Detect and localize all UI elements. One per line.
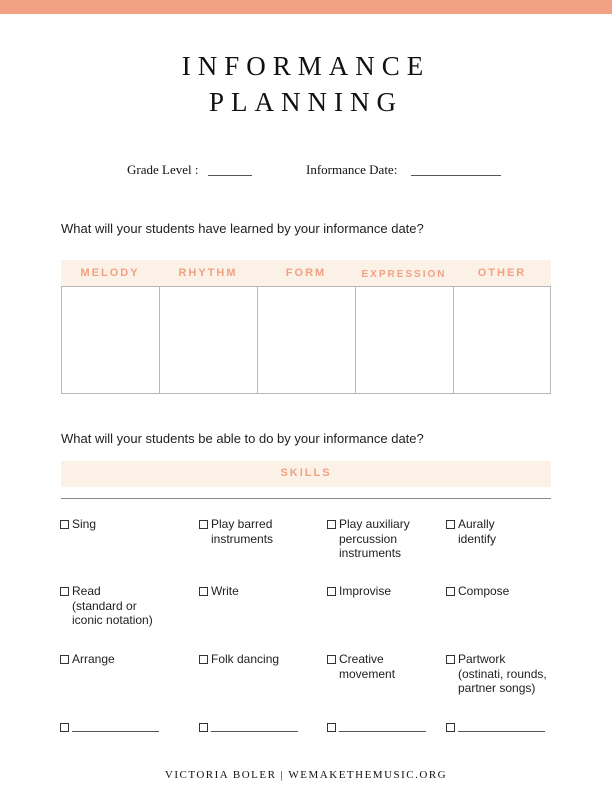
grade-level-blank[interactable]: [208, 175, 252, 176]
skills-divider: [61, 498, 551, 499]
improvise-checkbox[interactable]: [327, 587, 336, 596]
sing-checkbox[interactable]: [60, 520, 69, 529]
play-auxiliary-checkbox[interactable]: [327, 520, 336, 529]
skill-creative-movement: Creative movement: [339, 652, 396, 681]
skill-write: Write: [211, 584, 239, 598]
folk-dancing-checkbox[interactable]: [199, 655, 208, 664]
partwork-checkbox[interactable]: [446, 655, 455, 664]
custom-skill-blank-4[interactable]: [458, 731, 545, 732]
page-title-line-2: PLANNING: [209, 87, 403, 117]
skill-compose: Compose: [458, 584, 510, 598]
informance-date-blank[interactable]: [411, 175, 501, 176]
able-question: What will your students be able to do by your informance date?: [61, 431, 424, 446]
header-expression: EXPRESSION: [361, 269, 447, 280]
top-accent-bar: [0, 0, 612, 14]
header-rhythm: RHYTHM: [178, 267, 238, 279]
header-other: OTHER: [477, 267, 527, 279]
custom-skill-checkbox-1[interactable]: [60, 723, 69, 732]
expression-cell[interactable]: [355, 286, 454, 394]
skills-title: SKILLS: [280, 467, 332, 479]
read-checkbox[interactable]: [60, 587, 69, 596]
write-checkbox[interactable]: [199, 587, 208, 596]
play-barred-checkbox[interactable]: [199, 520, 208, 529]
custom-skill-blank-3[interactable]: [339, 731, 426, 732]
skill-arrange: Arrange: [72, 652, 115, 666]
aurally-identify-checkbox[interactable]: [446, 520, 455, 529]
creative-movement-checkbox[interactable]: [327, 655, 336, 664]
header-melody: MELODY: [80, 267, 140, 279]
skill-sing: Sing: [72, 517, 97, 531]
custom-skill-blank-2[interactable]: [211, 731, 298, 732]
custom-skill-checkbox-3[interactable]: [327, 723, 336, 732]
skill-aurally-identify: Aurally identify: [458, 517, 497, 546]
other-cell[interactable]: [453, 286, 551, 394]
skill-read: Read (standard or iconic notation): [72, 584, 153, 627]
custom-skill-blank-1[interactable]: [72, 731, 159, 732]
skill-partwork: Partwork (ostinati, rounds, partner songs): [458, 652, 547, 695]
skill-folk-dancing: Folk dancing: [211, 652, 280, 666]
custom-skill-checkbox-4[interactable]: [446, 723, 455, 732]
informance-date-label: Informance Date:: [306, 162, 398, 177]
skill-play-auxiliary: Play auxiliary percussion instruments: [339, 517, 410, 560]
header-form: FORM: [285, 267, 327, 279]
melody-cell[interactable]: [61, 286, 160, 394]
compose-checkbox[interactable]: [446, 587, 455, 596]
skill-play-barred: Play barred instruments: [211, 517, 274, 546]
learned-question: What will your students have learned by your informance date?: [61, 221, 424, 236]
skill-improvise: Improvise: [339, 584, 392, 598]
footer-credit: VICTORIA BOLER | WEMAKETHEMUSIC.ORG: [164, 769, 448, 781]
grade-level-label: Grade Level :: [127, 162, 199, 177]
page-title-line-1: INFORMANCE: [181, 51, 431, 81]
rhythm-cell[interactable]: [159, 286, 258, 394]
arrange-checkbox[interactable]: [60, 655, 69, 664]
form-cell[interactable]: [257, 286, 356, 394]
custom-skill-checkbox-2[interactable]: [199, 723, 208, 732]
